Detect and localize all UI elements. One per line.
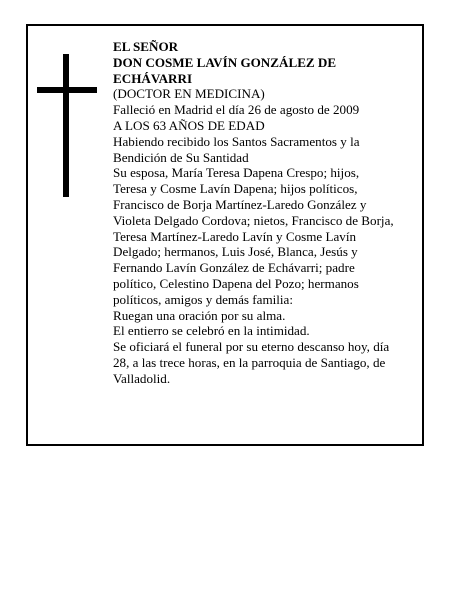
sacraments-statement: Habiendo recibido los Santos Sacramentos y la Bendición de Su Santidad bbox=[113, 133, 360, 165]
family-list: Su esposa, María Teresa Dapena Crespo; hijos, Teresa y Cosme Lavín Dapena; hijos políticos, Francisco de Borja Martínez-Laredo González y Violeta Delgado Cordova; nietos, Francisco de Borja, Teresa Martínez-Laredo Lavín y Cosme Lavín Delgado; hermanos, Luis José, Blanca, Jesús y Fernando Lavín González de Echávarri; padre político, Celestino Dapena del Pozo; hermanos políticos, amigos y demás familia: bbox=[113, 165, 394, 307]
deceased-name: DON COSME LAVÍN GONZÁLEZ DE ECHÁVARRI bbox=[113, 54, 337, 86]
age-statement: A LOS 63 AÑOS DE EDAD bbox=[113, 117, 265, 133]
cross-vertical-bar bbox=[63, 54, 69, 197]
cross-horizontal-bar bbox=[37, 87, 97, 93]
obituary-text bbox=[113, 39, 395, 387]
burial-statement: El entierro se celebró en la intimidad. bbox=[113, 323, 310, 339]
prayer-request: Ruegan una oración por su alma. bbox=[113, 307, 286, 323]
latin-cross-icon bbox=[37, 54, 97, 197]
deceased-profession: (DOCTOR EN MEDICINA) bbox=[113, 86, 265, 102]
obituary-heading: EL SEÑOR bbox=[113, 39, 179, 54]
funeral-announcement: Se oficiará el funeral por su eterno descanso hoy, día 28, a las trece horas, en la parroquia de Santiago, de Valladolid. bbox=[113, 339, 390, 386]
death-statement: Falleció en Madrid el día 26 de agosto de 2009 bbox=[113, 102, 360, 118]
